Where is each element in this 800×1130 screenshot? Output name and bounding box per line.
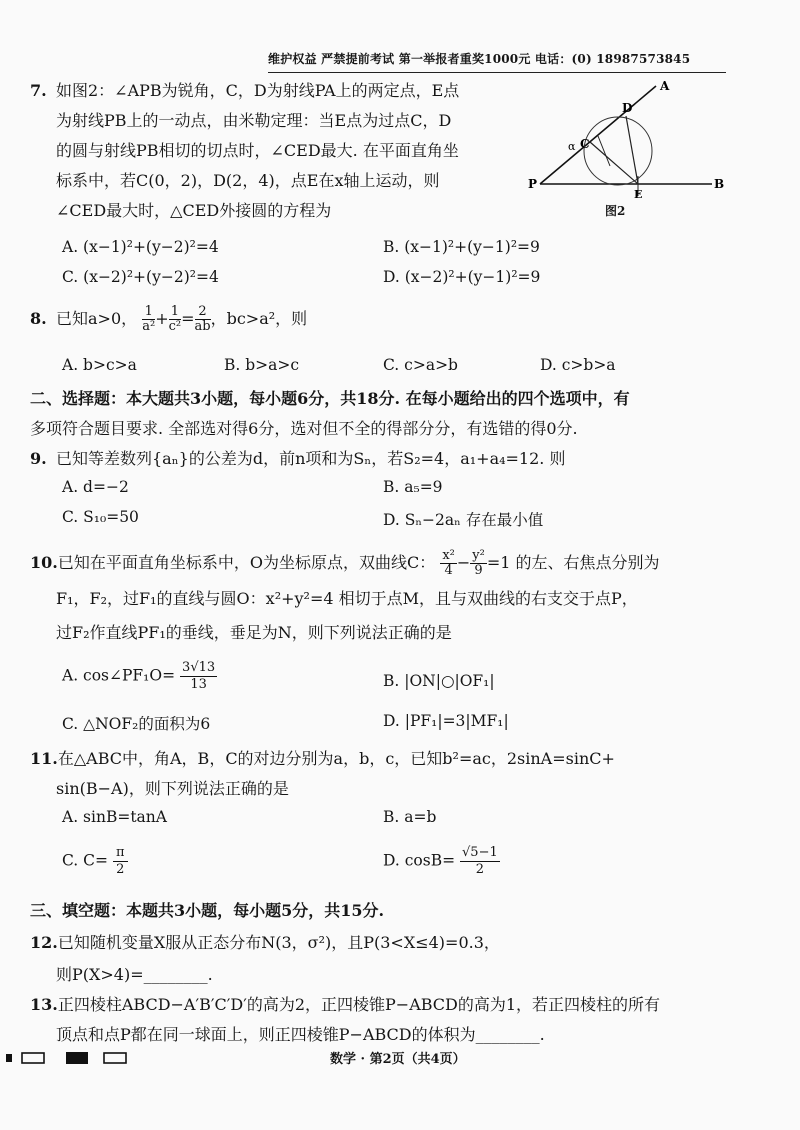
q8-option-d: D. c>b>a: [540, 356, 616, 374]
q9-option-c: C. S₁₀=50: [62, 508, 139, 526]
mark-filled: [66, 1052, 88, 1064]
label-D: D: [622, 101, 633, 115]
q11-line1: 在△ABC中，角A，B，C的对边分别为a，b，c，已知b²=ac，2sinA=sinC+: [57, 749, 615, 768]
question-number: 10.: [30, 553, 58, 572]
fraction-y2-over-9: $\frac{\text{y²}}{9}$: [472, 548, 485, 578]
fraction-1-over-c2: $\frac{1}{\text{c²}}$: [168, 304, 182, 334]
q12-line1: 已知随机变量X服从正态分布N(3，σ²)，且P(3<X≤4)=0.3，: [57, 933, 500, 952]
fraction-1-over-a2: $\frac{1}{\text{a²}}$: [142, 304, 156, 334]
q7-line5: ∠CED最大时，△CED外接圆的方程为: [56, 201, 332, 220]
question-number: 8.: [30, 309, 47, 328]
q12-line2: 则P(X>4)=________.: [56, 965, 213, 984]
ray-PA: [540, 86, 656, 184]
section-2-header: [30, 384, 730, 414]
question-number: 12.: [30, 933, 58, 952]
circle-CDE: [584, 117, 652, 185]
section-3-header: 三、填空题：本题共3小题，每小题5分，共15分.: [30, 901, 385, 920]
question-number: 11.: [30, 749, 58, 768]
page-footer: 数学 · 第2页（共4页）: [330, 1052, 466, 1067]
q7-line3: 的圆与射线PB相切的切点时，∠CED最大. 在平面直角坐: [56, 141, 459, 160]
label-alpha: α: [568, 140, 576, 153]
q11-option-d: D. cosB= $\frac{√5-1}{2}$: [383, 845, 498, 877]
q10-line3: 过F₂作直线PF₁的垂线，垂足为N，则下列说法正确的是: [56, 623, 452, 642]
fraction-sqrt5-minus-1-over-2: $\frac{√5-1}{2}$: [462, 845, 498, 877]
q10-line1-post: =1 的左、右焦点分别为: [486, 553, 660, 572]
question-number: 7.: [30, 81, 47, 100]
fraction-2-over-ab: $\frac{2}{ab}$: [194, 304, 211, 334]
q8-stem-pre: 已知a>0，: [56, 309, 138, 328]
question-12: [30, 928, 750, 990]
q7-line2: 为射线PB上的一动点，由米勒定理：当E点为过点C，D: [56, 111, 452, 130]
q11-option-c: C. C= $\frac{\pi}{2}$: [62, 845, 128, 878]
q10-line1-pre: 已知在平面直角坐标系中，O为坐标原点，双曲线C：: [57, 553, 436, 572]
section-2-instructions: [30, 414, 730, 444]
q10-line2: F₁，F₂，过F₁的直线与圆O：x²+y²=4 相切于点M，且与双曲线的右支交于点P，: [56, 589, 638, 608]
label-A: A: [660, 79, 670, 93]
question-11: [30, 744, 750, 804]
question-10: 10.已知在平面直角坐标系中，O为坐标原点，双曲线C： $\frac{\text{x²}}{4}$ − $\frac{\text{y²}}{9}$ =1 的左、右焦点分别为 F₁，F₂，过F₁的直线与圆O：x²+y²=4 相切于点M，且与双曲线的右支交于点P， 过F₂作直线PF₁的垂线，垂足为N，则下列说法正确的是: [30, 548, 750, 648]
label-P: P: [528, 177, 538, 191]
footer-registration-marks: [6, 1048, 146, 1068]
q9-stem: 已知等差数列{aₙ}的公差为d，前n项和为Sₙ，若S₂=4，a₁+a₄=12. 则: [56, 449, 566, 468]
q9-option-b: B. a₅=9: [383, 478, 443, 496]
q11-option-b: B. a=b: [383, 808, 437, 826]
label-C: C: [580, 137, 590, 151]
section-2-line1: 二、选择题：本大题共3小题，每小题6分，共18分. 在每小题给出的四个选项中，有: [30, 389, 630, 408]
fraction-pi-over-2: $\frac{\pi}{2}$: [113, 845, 128, 878]
q8-stem-post: ，bc>a²，则: [210, 309, 308, 328]
q13-line2: 顶点和点P都在同一球面上，则正四棱锥P−ABCD的体积为________.: [56, 1025, 545, 1044]
label-B: B: [714, 177, 725, 191]
q8-option-a: A. b>c>a: [62, 356, 137, 374]
q10-option-d: D. |PF₁|=3|MF₁|: [383, 712, 509, 730]
question-9: [30, 444, 730, 474]
q7-option-b: B. (x−1)²+(y−1)²=9: [383, 238, 540, 256]
section-2-line2: 多项符合题目要求. 全部选对得6分，选对但不全的得部分分，有选错的得0分.: [30, 419, 578, 438]
question-8: 8. 已知a>0， $\frac{1}{\text{a²}}$ + $\frac{1}{\text{c²}}$ = $\frac{2}{ab}$ ，bc>a²，则: [30, 304, 308, 334]
q7-option-d: D. (x−2)²+(y−1)²=9: [383, 268, 541, 286]
question-number: 13.: [30, 995, 58, 1014]
q10-option-c: C. △NOF₂的面积为6: [62, 715, 211, 733]
mark-outline-1: [22, 1053, 44, 1063]
q7-line1: 如图2：∠APB为锐角，C，D为射线PA上的两定点，E点: [56, 81, 460, 100]
q7-option-c: C. (x−2)²+(y−2)²=4: [62, 268, 219, 286]
q13-line1: 正四棱柱ABCD−A′B′C′D′的高为2，正四棱锥P−ABCD的高为1，若正四棱柱的所有: [57, 995, 661, 1014]
q8-option-c: C. c>a>b: [383, 356, 458, 374]
question-number: 9.: [30, 449, 47, 468]
q10-option-b: B. |ON|○|OF₁|: [383, 672, 495, 690]
q8-option-b: B. b>a>c: [224, 356, 300, 374]
q11-option-a: A. sinB=tanA: [62, 808, 167, 826]
q7-line4: 标系中，若C(0，2)，D(2，4)，点E在x轴上运动，则: [56, 171, 440, 190]
question-7: [30, 76, 530, 226]
q9-option-a: A. d=−2: [62, 478, 129, 496]
fraction-x2-over-4: $\frac{\text{x²}}{4}$: [442, 548, 455, 578]
figure-2-diagram: [528, 76, 728, 226]
mark-small-filled: [6, 1054, 12, 1062]
q10-option-a: A. cos∠PF₁O= $\frac{3√13}{13}$: [62, 660, 216, 692]
mark-outline-2: [104, 1053, 126, 1063]
segment-DE: [626, 116, 638, 184]
fraction-3sqrt13-over-13: $\frac{3√13}{13}$: [182, 660, 216, 692]
exam-header-notice: 维护权益 严禁提前考试 第一举报者重奖1000元 电话：(0) 18987573845: [268, 50, 726, 73]
figure-caption: 图2: [605, 204, 626, 218]
q11-line2: sin(B−A)，则下列说法正确的是: [56, 779, 289, 798]
label-E: E: [634, 188, 643, 201]
q9-option-d: D. Sₙ−2aₙ 存在最小值: [383, 511, 544, 529]
q7-option-a: A. (x−1)²+(y−2)²=4: [62, 238, 219, 256]
question-13: [30, 990, 750, 1050]
